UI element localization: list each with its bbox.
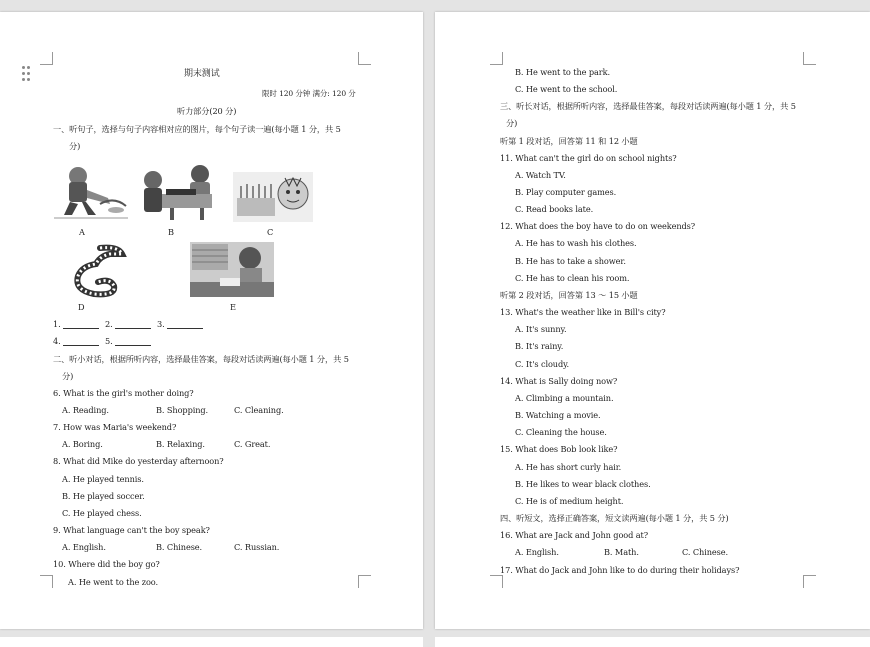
picture-e-boy-washing [190, 242, 274, 297]
picture-b-chess-players [140, 164, 218, 222]
section-3-heading: 三、听长对话，根据所听内容，选择最佳答案，每段对话读两遍(每小题 1 分，共 5 [500, 101, 796, 111]
time-info: 限时 120 分钟 满分: 120 分 [262, 89, 356, 98]
q11-option-a: A. Watch TV. [515, 170, 566, 180]
q10-option-c: C. He went to the school. [515, 84, 618, 94]
question-13: 13. What's the weather like in Bill's city? [500, 307, 666, 317]
q10-option-a: A. He went to the zoo. [68, 577, 158, 587]
q9-option-b: B. Chinese. [156, 542, 203, 552]
q14-option-a: A. Climbing a mountain. [515, 393, 614, 403]
section-4-heading: 四、听短文，选择正确答案，短文读两遍(每小题 1 分，共 5 分) [500, 513, 729, 523]
part-title: 听力部分(20 分) [177, 106, 237, 116]
answer-number: 1. [53, 319, 64, 329]
q7-option-a: A. Boring. [62, 439, 103, 449]
q9-option-a: A. English. [62, 542, 106, 552]
section-2-heading-cont: 分) [62, 371, 74, 381]
q8-option-b: B. He played soccer. [62, 491, 145, 501]
picture-label-d: D [78, 302, 85, 312]
picture-label-a: A [79, 227, 85, 237]
q16-option-b: B. Math. [604, 547, 639, 557]
q15-option-a: A. He has short curly hair. [515, 462, 622, 472]
question-17: 17. What do Jack and John like to do during their holidays? [500, 565, 740, 575]
question-10: 10. Where did the boy go? [53, 559, 160, 569]
answer-number: 3. [157, 319, 168, 329]
crop-mark [803, 52, 816, 65]
picture-label-b: B [168, 227, 174, 237]
q13-option-a: A. It's sunny. [515, 324, 567, 334]
answer-blank-5[interactable] [105, 336, 151, 346]
q12-option-c: C. He has to clean his room. [515, 273, 630, 283]
document-page-right [435, 12, 870, 629]
q16-option-a: A. English. [515, 547, 559, 557]
answer-blank-2[interactable] [105, 319, 151, 329]
q8-option-a: A. He played tennis. [62, 474, 144, 484]
drag-handle-icon[interactable] [22, 66, 32, 82]
answer-number: 2. [105, 319, 116, 329]
picture-label-c: C [267, 227, 274, 237]
section-3-heading-cont: 分) [506, 118, 518, 128]
question-6: 6. What is the girl's mother doing? [53, 388, 194, 398]
exam-title: 期末测试 [184, 69, 220, 79]
q7-option-c: C. Great. [234, 439, 271, 449]
q13-option-b: B. It's rainy. [515, 341, 564, 351]
q15-option-c: C. He is of medium height. [515, 496, 624, 506]
crop-mark [490, 575, 503, 588]
question-7: 7. How was Maria's weekend? [53, 422, 177, 432]
q14-option-c: C. Cleaning the house. [515, 427, 607, 437]
q6-option-a: A. Reading. [62, 405, 109, 415]
question-12: 12. What does the boy have to do on weekends? [500, 221, 696, 231]
next-page-right-edge [435, 637, 870, 647]
crop-mark [803, 575, 816, 588]
q6-option-b: B. Shopping. [156, 405, 209, 415]
section-1-heading: 一、听句子，选择与句子内容相对应的图片，每个句子读一遍(每小题 1 分，共 5 [53, 124, 341, 134]
q8-option-c: C. He played chess. [62, 508, 142, 518]
question-14: 14. What is Sally doing now? [500, 376, 618, 386]
picture-d-snake [60, 242, 130, 300]
answer-number: 5. [105, 336, 116, 346]
answer-blank-3[interactable] [157, 319, 203, 329]
answer-blank-4[interactable] [53, 336, 99, 346]
answer-number: 4. [53, 336, 64, 346]
picture-a-boy-crouching [52, 160, 130, 224]
q10-option-b: B. He went to the park. [515, 67, 610, 77]
crop-mark [490, 52, 503, 65]
q9-option-c: C. Russian. [234, 542, 280, 552]
q12-option-a: A. He has to wash his clothes. [515, 238, 637, 248]
crop-mark [40, 575, 53, 588]
q14-option-b: B. Watching a movie. [515, 410, 601, 420]
q16-option-c: C. Chinese. [682, 547, 729, 557]
crop-mark [358, 575, 371, 588]
section-1-heading-cont: 分) [69, 141, 81, 151]
question-11: 11. What can't the girl do on school nights? [500, 153, 677, 163]
crop-mark [358, 52, 371, 65]
question-9: 9. What language can't the boy speak? [53, 525, 210, 535]
q7-option-b: B. Relaxing. [156, 439, 205, 449]
next-page-left-edge [0, 637, 423, 647]
picture-c-birthday-cake [233, 172, 313, 222]
answer-blank-1[interactable] [53, 319, 99, 329]
question-8: 8. What did Mike do yesterday afternoon? [53, 456, 224, 466]
section-2-heading: 二、听小对话，根据所听内容，选择最佳答案，每段对话读两遍(每小题 1 分，共 5 [53, 354, 349, 364]
document-page-left [0, 12, 423, 629]
q13-option-c: C. It's cloudy. [515, 359, 570, 369]
picture-label-e: E [230, 302, 236, 312]
dialogue-2-note: 听第 2 段对话，回答第 13 ～ 15 小题 [500, 290, 638, 300]
question-16: 16. What are Jack and John good at? [500, 530, 649, 540]
crop-mark [40, 52, 53, 65]
q15-option-b: B. He likes to wear black clothes. [515, 479, 651, 489]
dialogue-1-note: 听第 1 段对话，回答第 11 和 12 小题 [500, 136, 638, 146]
q6-option-c: C. Cleaning. [234, 405, 284, 415]
q11-option-c: C. Read books late. [515, 204, 594, 214]
q12-option-b: B. He has to take a shower. [515, 256, 626, 266]
question-15: 15. What does Bob look like? [500, 444, 618, 454]
q11-option-b: B. Play computer games. [515, 187, 617, 197]
